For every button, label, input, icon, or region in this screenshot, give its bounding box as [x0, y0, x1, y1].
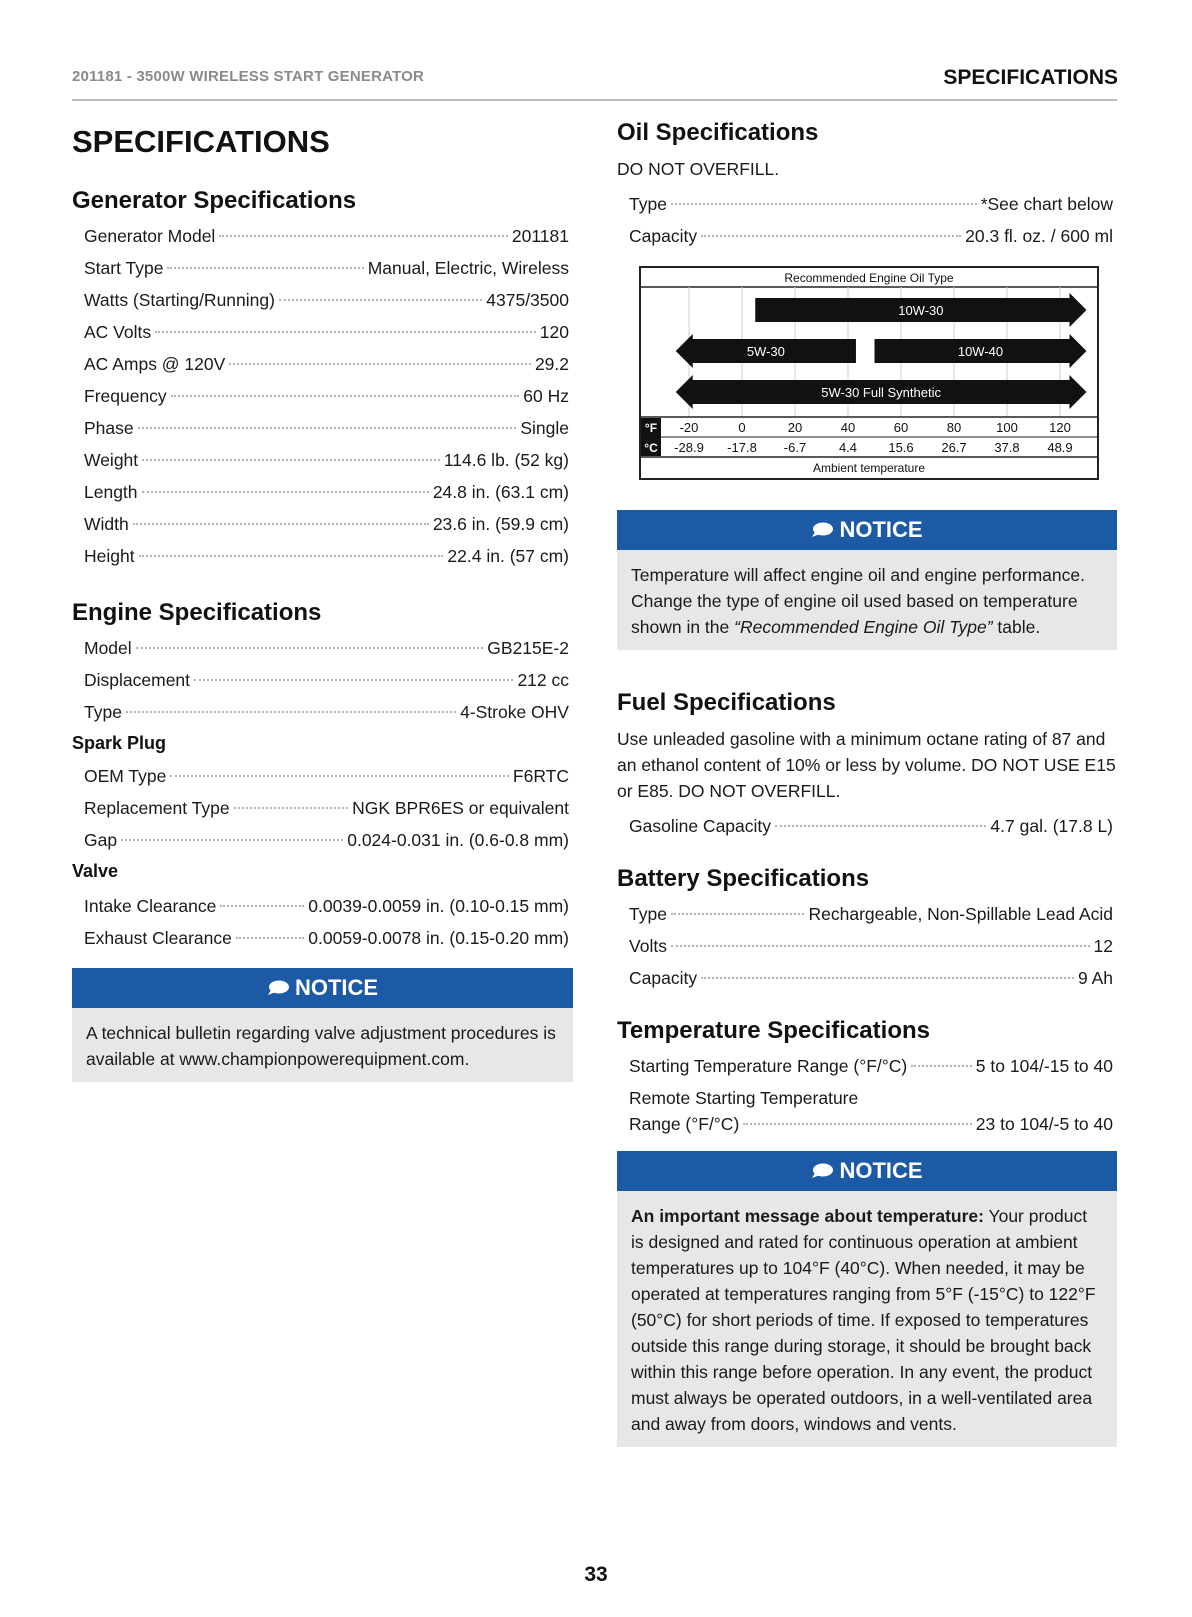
spec-label: Frequency	[84, 386, 167, 406]
notice-text-italic: “Recommended Engine Oil Type”	[734, 617, 993, 637]
spec-row	[72, 664, 573, 696]
spec-row	[72, 316, 573, 348]
notice-text-part: table.	[992, 617, 1041, 637]
notice-label: NOTICE	[839, 517, 923, 542]
spec-value: NGK BPR6ES or equivalent	[352, 798, 569, 818]
chart-title: Recommended Engine Oil Type	[784, 271, 954, 285]
valve-notice	[72, 968, 573, 1082]
oil-chart-svg	[639, 266, 1099, 480]
celsius-tick: -28.9	[674, 440, 704, 455]
spec-row	[617, 930, 1117, 962]
leader-dots	[279, 299, 482, 301]
leader-dots	[775, 825, 986, 827]
spark-plug-list	[72, 760, 573, 856]
spec-label: Type	[629, 194, 667, 214]
oil-warning: DO NOT OVERFILL.	[617, 159, 780, 179]
spec-label: Type	[629, 904, 667, 924]
spec-value: 120	[539, 322, 569, 342]
leader-dots	[671, 913, 805, 915]
notice-label: NOTICE	[294, 975, 379, 1000]
spec-row	[617, 1050, 1117, 1082]
leader-dots	[911, 1065, 972, 1067]
spec-row	[72, 476, 573, 508]
spec-label: Gap	[84, 830, 118, 850]
leader-dots	[671, 203, 977, 205]
band-label: 10W-30	[898, 303, 944, 318]
spec-row	[72, 348, 573, 380]
axis-label: Ambient temperature	[812, 461, 926, 475]
spec-row	[72, 696, 573, 728]
leader-dots	[671, 945, 1090, 947]
valve-list	[72, 890, 573, 954]
leader-dots	[142, 459, 440, 461]
oil-chart	[639, 266, 1099, 480]
notice-text-bold: An important message about temperature:	[631, 1206, 984, 1226]
engine-specs-list	[72, 632, 573, 728]
notice-text-part: Your product is designed and rated for continuous operation at ambient temperatures up to 104°F (40°C). When needed, it may be operated at temperatures ranging from 5°F (-15°C) to 122°F (50°C) for short periods of time. If exposed to temperatures outside this range during storage, it should be brought back within this range before operation. In any event, the product must always be operated outdoors, in a well-ventilated area and away from doors, windows and vents.	[631, 1206, 1096, 1434]
leader-dots	[701, 235, 961, 237]
left-column	[72, 116, 573, 1082]
notice-header	[72, 968, 573, 1008]
leader-dots	[138, 427, 517, 429]
generator-specs-list	[72, 220, 573, 572]
band-label: 5W-30	[746, 344, 785, 359]
spec-label: Remote Starting Temperature	[629, 1088, 859, 1108]
fahrenheit-tick: 60	[893, 420, 909, 435]
spec-value: *See chart below	[980, 194, 1113, 214]
battery-specs-list	[617, 898, 1117, 994]
fahrenheit-label: °F	[644, 421, 658, 435]
fahrenheit-tick: 40	[840, 420, 856, 435]
spec-label: Gasoline Capacity	[629, 816, 772, 836]
spec-row	[617, 188, 1117, 220]
fahrenheit-tick: 0	[738, 420, 746, 435]
spec-value: Rechargeable, Non-Spillable Lead Acid	[808, 904, 1113, 924]
spec-value: 212 cc	[517, 670, 569, 690]
spec-value: 114.6 lb. (52 kg)	[443, 450, 569, 470]
spec-label: Generator Model	[84, 226, 216, 246]
spec-label: Intake Clearance	[84, 896, 217, 916]
spec-row	[72, 824, 573, 856]
oil-notice	[617, 510, 1117, 650]
spec-value: 0.0059-0.0078 in. (0.15-0.20 mm)	[308, 928, 569, 948]
spec-value: 24.8 in. (63.1 cm)	[432, 482, 569, 502]
band-label: 5W-30 Full Synthetic	[821, 385, 941, 400]
speech-bubble-icon	[811, 522, 833, 538]
leader-dots	[234, 807, 348, 809]
spec-value: GB215E-2	[487, 638, 569, 658]
fahrenheit-tick: 120	[1049, 420, 1071, 435]
spec-row	[72, 444, 573, 476]
leader-dots	[167, 267, 363, 269]
leader-dots	[133, 523, 429, 525]
spec-value: 0.024-0.031 in. (0.6-0.8 mm)	[347, 830, 569, 850]
generator-specs-title: Generator Specifications	[72, 187, 357, 214]
leader-dots	[170, 775, 509, 777]
leader-dots	[126, 711, 456, 713]
fahrenheit-tick: -20	[679, 420, 699, 435]
speech-bubble-icon	[267, 980, 289, 996]
notice-text: A technical bulletin regarding valve adjustment procedures is available at www.championpowerequipment.com.	[72, 1008, 573, 1082]
oil-specs-title: Oil Specifications	[617, 119, 819, 146]
spec-label: Capacity	[629, 226, 698, 246]
temperature-notice	[617, 1151, 1117, 1447]
spec-row	[72, 632, 573, 664]
notice-label: NOTICE	[839, 1158, 923, 1183]
spec-label: Length	[84, 482, 138, 502]
notice-text	[617, 1191, 1117, 1447]
leader-dots	[194, 679, 513, 681]
leader-dots	[136, 647, 484, 649]
fuel-specs-title: Fuel Specifications	[617, 689, 836, 716]
leader-dots	[743, 1123, 972, 1125]
spec-value: 9 Ah	[1077, 968, 1113, 988]
spec-row	[72, 922, 573, 954]
spec-value: F6RTC	[512, 766, 569, 786]
spec-label: Model	[84, 638, 132, 658]
battery-specs-title: Battery Specifications	[617, 865, 870, 892]
fahrenheit-tick: 100	[996, 420, 1018, 435]
spec-value: 4.7 gal. (17.8 L)	[990, 816, 1113, 836]
header-document-title: 201181 - 3500W WIRELESS START GENERATOR	[72, 68, 425, 85]
spec-value: 0.0039-0.0059 in. (0.10-0.15 mm)	[308, 896, 569, 916]
celsius-tick: 4.4	[838, 440, 858, 455]
spark-plug-title: Spark Plug	[72, 733, 167, 753]
spec-value: 29.2	[534, 354, 569, 374]
spec-row-multiline	[617, 1085, 1117, 1137]
leader-dots	[220, 905, 304, 907]
spec-value: 12	[1093, 936, 1113, 956]
leader-dots	[701, 977, 1074, 979]
leader-dots	[142, 491, 429, 493]
spec-label: Type	[84, 702, 122, 722]
leader-dots	[229, 363, 531, 365]
spec-row	[72, 380, 573, 412]
spec-row	[72, 412, 573, 444]
celsius-tick: 26.7	[941, 440, 967, 455]
fuel-description: Use unleaded gasoline with a minimum octane rating of 87 and an ethanol content of 10% or less by volume. DO NOT USE E15 or E85. DO NOT OVERFILL.	[617, 729, 1116, 801]
spec-value: 23 to 104/-5 to 40	[975, 1114, 1113, 1134]
header-section-title: SPECIFICATIONS	[943, 66, 1118, 89]
leader-dots	[219, 235, 508, 237]
page-number: 33	[584, 1563, 608, 1586]
spec-row	[617, 962, 1117, 994]
spec-row	[72, 284, 573, 316]
spec-label: Watts (Starting/Running)	[84, 290, 275, 310]
spec-label: Phase	[84, 418, 134, 438]
celsius-label: °C	[644, 441, 658, 455]
spec-label: Capacity	[629, 968, 698, 988]
spec-row	[617, 810, 1117, 842]
fahrenheit-tick: 80	[946, 420, 962, 435]
celsius-tick: 48.9	[1047, 440, 1073, 455]
spec-value: Single	[520, 418, 569, 438]
spec-row	[617, 898, 1117, 930]
notice-header	[617, 510, 1117, 550]
leader-dots	[121, 839, 343, 841]
valve-title: Valve	[72, 861, 119, 881]
spec-label: Replacement Type	[84, 798, 230, 818]
fuel-specs-list	[617, 810, 1117, 842]
celsius-tick: -6.7	[783, 440, 807, 455]
celsius-tick: -17.8	[727, 440, 757, 455]
spec-label: Weight	[84, 450, 139, 470]
oil-specs-list	[617, 188, 1117, 252]
spec-row	[72, 508, 573, 540]
spec-value: 4375/3500	[486, 290, 569, 310]
speech-bubble-icon	[811, 1163, 833, 1179]
spec-row	[72, 252, 573, 284]
temperature-specs-title: Temperature Specifications	[617, 1017, 930, 1044]
spec-label: Height	[84, 546, 135, 566]
spec-value: 4-Stroke OHV	[460, 702, 569, 722]
fahrenheit-tick: 20	[787, 420, 803, 435]
header-divider	[72, 99, 1117, 101]
notice-text-part: Temperature will affect engine oil and engine performance. Change the type of engine oil used based on temperature shown in the	[631, 565, 1085, 637]
leader-dots	[155, 331, 536, 333]
leader-dots	[236, 937, 304, 939]
leader-dots	[139, 555, 444, 557]
notice-text	[617, 550, 1117, 650]
spec-value: 201181	[511, 226, 569, 246]
spec-label: AC Volts	[84, 322, 152, 342]
spec-row	[72, 220, 573, 252]
spec-label: Range (°F/°C)	[629, 1114, 740, 1134]
spec-label: Starting Temperature Range (°F/°C)	[629, 1056, 908, 1076]
spec-value: 22.4 in. (57 cm)	[447, 546, 569, 566]
spec-label: AC Amps @ 120V	[84, 354, 226, 374]
spec-value: 5 to 104/-15 to 40	[975, 1056, 1113, 1076]
engine-specs-title: Engine Specifications	[72, 599, 322, 626]
spec-label: Width	[84, 514, 129, 534]
celsius-tick: 37.8	[994, 440, 1020, 455]
spec-row	[72, 890, 573, 922]
spec-value: 60 Hz	[523, 386, 569, 406]
spec-row	[72, 792, 573, 824]
spec-label: OEM Type	[84, 766, 167, 786]
spec-row	[72, 540, 573, 572]
spec-value: 20.3 fl. oz. / 600 ml	[965, 226, 1113, 246]
band-label: 10W-40	[957, 344, 1004, 359]
spec-label: Volts	[629, 936, 667, 956]
page-title: SPECIFICATIONS	[72, 124, 330, 159]
notice-header	[617, 1151, 1117, 1191]
spec-label: Displacement	[84, 670, 191, 690]
spec-value: Manual, Electric, Wireless	[367, 258, 569, 278]
spec-value: 23.6 in. (59.9 cm)	[432, 514, 569, 534]
right-column	[617, 116, 1117, 1447]
spec-row	[72, 760, 573, 792]
spec-label: Exhaust Clearance	[84, 928, 232, 948]
leader-dots	[171, 395, 520, 397]
spec-label: Start Type	[84, 258, 164, 278]
spec-row	[617, 220, 1117, 252]
celsius-tick: 15.6	[888, 440, 914, 455]
